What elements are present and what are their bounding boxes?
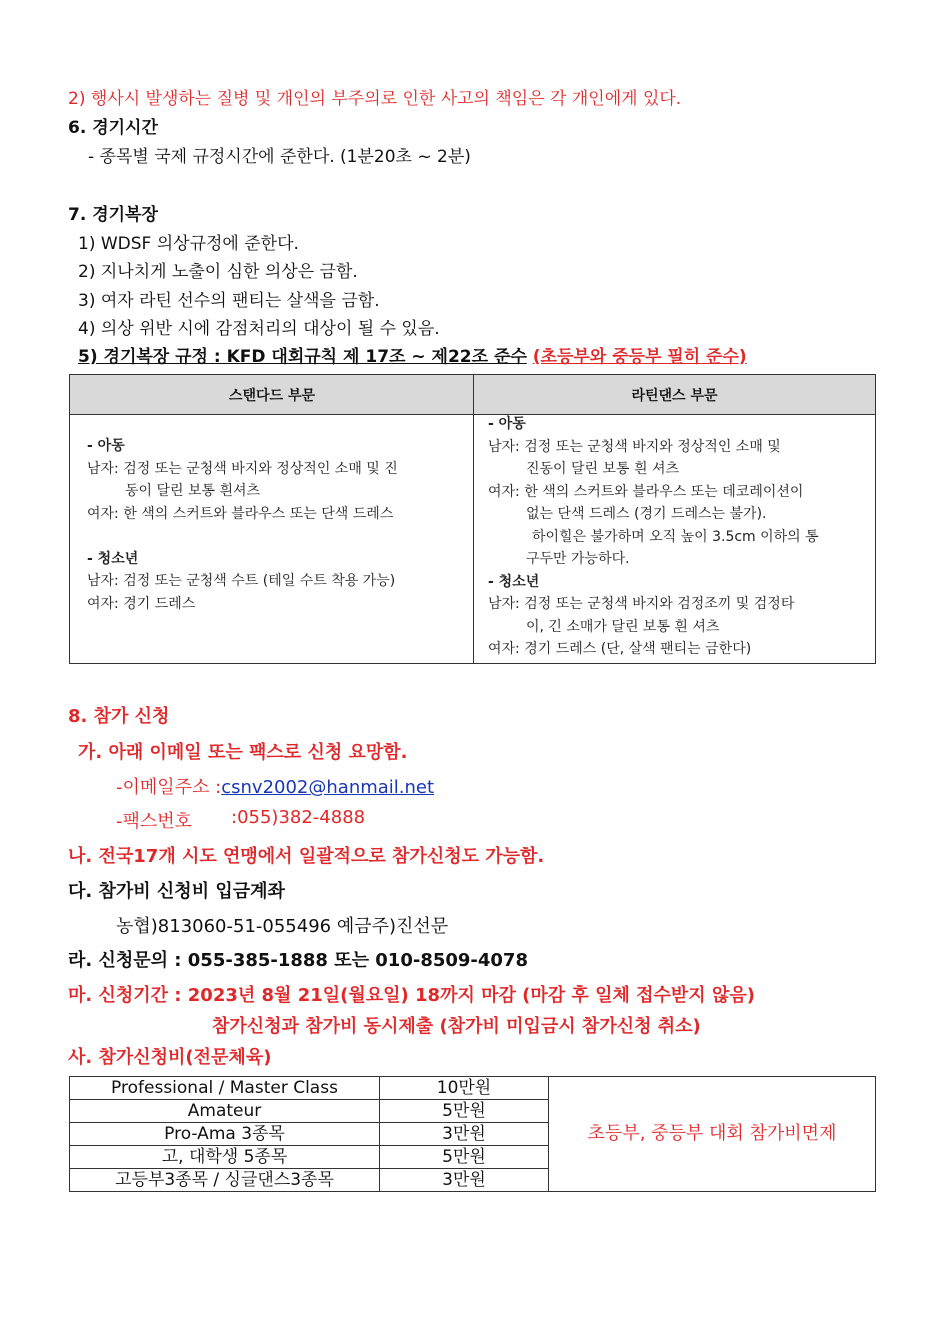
section-6-title: 6. 경기시간 <box>68 118 158 138</box>
fee-amount: 10만원 <box>380 1077 549 1100</box>
dress-rule-item: 4) 의상 위반 시에 감점처리의 대상이 될 수 있음. <box>78 319 440 339</box>
standard-child-male: 남자: 검정 또는 군청색 바지와 정상적인 소매 및 진 <box>87 460 398 477</box>
email-label: -이메일주소 : <box>116 777 222 798</box>
fee-table <box>69 1076 876 1192</box>
fee-category: Amateur <box>70 1100 380 1123</box>
dress-rule-kfd <box>78 342 747 367</box>
intro-line: 2) 행사시 발생하는 질병 및 개인의 부주의로 인한 사고의 책임은 각 개인에게 있다. <box>68 89 682 109</box>
bank-account: 농협)813060-51-055496 예금주)진선문 <box>116 916 449 937</box>
dress-rule-main: 5) 경기복장 규정 : KFD 대회규칙 제 17조 ~ 제22조 준수 <box>78 347 527 367</box>
fee-exemption-note: 초등부, 중등부 대회 참가비면제 <box>549 1077 876 1192</box>
bulk-apply: 나. 전국17개 시도 연맹에서 일괄적으로 참가신청도 가능함. <box>68 846 545 867</box>
table-row <box>70 1077 876 1100</box>
latin-header: 라틴댄스 부문 <box>474 375 875 415</box>
email-link[interactable]: csnv2002@hanmail.net <box>221 777 435 798</box>
latin-child-male-cont: 진동이 달린 보통 흰 셔츠 <box>526 461 680 477</box>
apply-method: 가. 아래 이메일 또는 팩스로 신청 요망함. <box>78 742 408 763</box>
latin-youth-female: 여자: 경기 드레스 (단, 살색 팬티는 금한다) <box>488 641 752 657</box>
standard-youth-title: - 청소년 <box>87 550 139 567</box>
latin-cell <box>488 413 819 661</box>
apply-period: 마. 신청기간 : 2023년 8월 21일(월요일) 18까지 마감 (마감 후 일체 접수받지 않음) <box>68 985 755 1006</box>
fax-row <box>116 807 366 833</box>
fee-account-title: 다. 참가비 신청비 입금계좌 <box>68 881 285 902</box>
section-8-title: 8. 참가 신청 <box>68 706 170 727</box>
fee-category: Pro-Ama 3종목 <box>70 1123 380 1146</box>
dress-rule-item: 3) 여자 라틴 선수의 팬티는 살색을 금함. <box>78 291 380 311</box>
dress-rule-item: 1) WDSF 의상규정에 준한다. <box>78 234 299 254</box>
latin-child-female: 여자: 한 색의 스커트와 블라우스 또는 데코레이션이 <box>488 483 804 500</box>
dress-rule-item: 2) 지나치게 노출이 심한 의상은 금함. <box>78 262 358 282</box>
latin-child-male: 남자: 검정 또는 군청색 바지와 정상적인 소매 및 <box>488 438 781 455</box>
dress-rule-note: (초등부와 중등부 필히 준수) <box>532 347 747 367</box>
latin-child-female-cont: 구두만 가능하다. <box>526 551 630 567</box>
fax-label: -팩스번호 <box>116 811 193 832</box>
email-row <box>116 773 434 799</box>
fee-amount: 5만원 <box>380 1146 549 1169</box>
standard-youth-female: 여자: 경기 드레스 <box>87 595 196 612</box>
standard-child-female: 여자: 한 색의 스커트와 블라우스 또는 단색 드레스 <box>87 505 394 522</box>
standard-cell <box>87 435 398 615</box>
inquiry-line: 라. 신청문의 : 055-385-1888 또는 010-8509-4078 <box>68 950 528 971</box>
standard-header: 스탠다드 부문 <box>70 375 474 415</box>
standard-youth-male: 남자: 검정 또는 군청색 수트 (테일 수트 착용 가능) <box>87 573 396 589</box>
fee-amount: 5만원 <box>380 1100 549 1123</box>
fee-category: 고, 대학생 5종목 <box>70 1146 380 1169</box>
apply-condition: 참가신청과 참가비 동시제출 (참가비 미입금시 참가신청 취소) <box>212 1016 701 1037</box>
fee-category: 고등부3종목 / 싱글댄스3종목 <box>70 1169 380 1192</box>
standard-child-male-cont: 동이 달린 보통 흰셔츠 <box>125 483 261 499</box>
latin-youth-male: 남자: 검정 또는 군청색 바지와 검정조끼 및 검정타 <box>488 596 795 612</box>
latin-child-female-cont: 없는 단색 드레스 (경기 드레스는 불가). <box>526 506 767 522</box>
dress-code-table <box>69 374 876 664</box>
fee-amount: 3만원 <box>380 1123 549 1146</box>
fee-section-title: 사. 참가신청비(전문체육) <box>68 1047 272 1068</box>
fax-number: :055)382-4888 <box>231 807 366 828</box>
latin-youth-male-cont: 이, 긴 소매가 달린 보통 흰 셔츠 <box>526 618 720 635</box>
latin-youth-title: - 청소년 <box>488 573 540 590</box>
table-divider <box>473 375 474 663</box>
standard-child-title: - 아동 <box>87 438 125 454</box>
section-7-title: 7. 경기복장 <box>68 205 158 225</box>
latin-child-title: - 아동 <box>488 416 526 432</box>
fee-amount: 3만원 <box>380 1169 549 1192</box>
latin-child-female-cont: 하이힐은 불가하며 오직 높이 3.5cm 이하의 통 <box>532 528 819 545</box>
section-6-line: - 종목별 국제 규정시간에 준한다. (1분20초 ~ 2분) <box>88 147 471 167</box>
fee-category: Professional / Master Class <box>70 1077 380 1100</box>
